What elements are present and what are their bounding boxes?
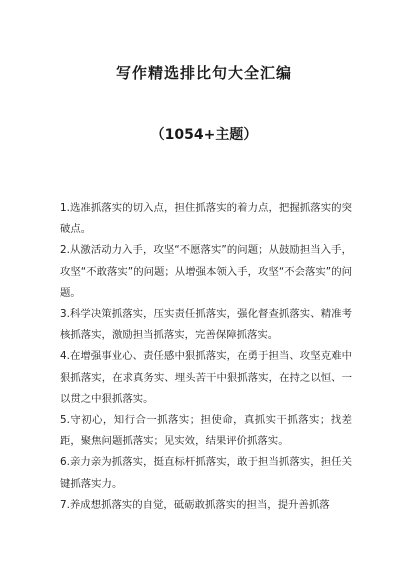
paragraph-6: 6.亲力亲为抓落实，挺直标杆抓落实，敢于担当抓落实，担任关键抓落实力。 bbox=[60, 456, 352, 490]
paragraph-7: 7.养成想抓落实的自觉，砥砺敢抓落实的担当，提升善抓落 bbox=[60, 498, 330, 511]
paragraph-2: 2.从激活动力入手，攻坚“不愿落实”的问题；从鼓励担当入手，攻坚“不敢落实”的问题；从增强本领入手，攻坚“不会落实”的问题。 bbox=[60, 244, 352, 299]
paragraph-3: 3.科学决策抓落实，压实责任抓落实，强化督查抓落实、精准考核抓落实，激励担当抓落实，完善保障抓落实。 bbox=[60, 308, 352, 342]
document-subtitle: （1054+主题） bbox=[150, 127, 258, 143]
paragraph-4: 4.在增强事业心、责任感中狠抓落实，在勇于担当、攻坚克难中狠抓落实，在求真务实、埋头苦干中狠抓落实，在持之以恒、一以贯之中狠抓落实。 bbox=[60, 350, 352, 405]
paragraph-1: 1.选准抓落实的切入点，担住抓落实的着力点，把握抓落实的突破点。 bbox=[60, 202, 352, 236]
document-title: 写作精选排比句大全汇编 bbox=[115, 64, 292, 82]
document-body bbox=[60, 198, 352, 516]
paragraph-5: 5.守初心，知行合一抓落实；担使命，真抓实干抓落实；找差距，聚焦问题抓落实；见实效，结果评价抓落实。 bbox=[60, 414, 352, 448]
